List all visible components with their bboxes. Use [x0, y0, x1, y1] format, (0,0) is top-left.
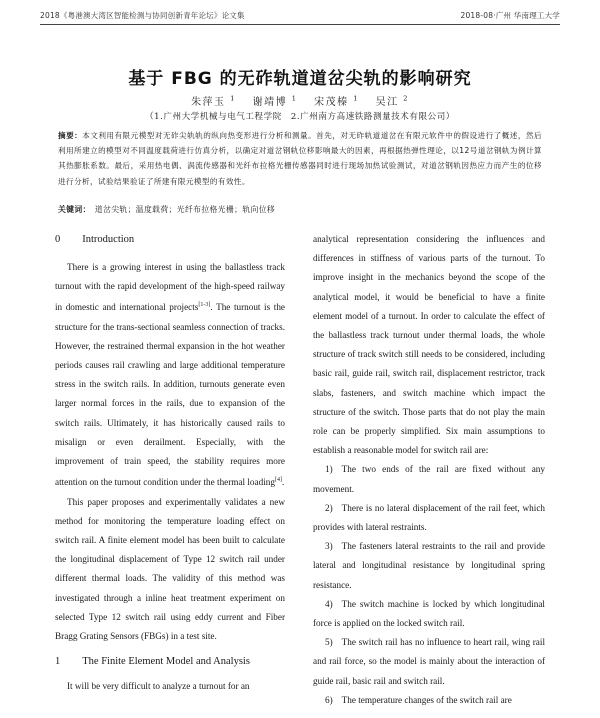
affiliation: （1.广州大学机械与电气工程学院 2.广州南方高速铁路测量技术有限公司） [145, 112, 455, 122]
paragraph: It will be very difficult to analyze a turnout for an [67, 681, 250, 692]
running-header [40, 10, 560, 25]
right-column [313, 230, 545, 710]
keywords-text: 道岔尖轨；温度载荷；光纤布拉格光栅；轨向位移 [94, 205, 276, 214]
paragraph: analytical representation considering the influences and differences in stiffness of various parts of the turnout. To improve insight in the mechanics beyond the scope of the analytical model, it would be beneficial to have a finite element model of a turnout. In order to calculate the effect of the ballastless track turnout under thermal loads, the whole structure of track switch still needs to be considered, including basic rail, guide rail, switch rail, displacement restrictor, track slabs, fasteners, and switch machine which impact the structure of the switch. Those parts that do not play the main role can be properly simplified. Six main assumptions to establish a reasonable model for switch rail are: [313, 234, 545, 456]
header-right: 2018-08·广州 华南理工大学 [460, 11, 560, 20]
section-heading-fem: 1 The Finite Element Model and Analysis [55, 656, 250, 668]
list-item: 6) The temperature changes of the switch rail are [325, 694, 512, 705]
list-item: 4) The switch machine is locked by which longitudinal force is applied on the locked switch rail. [313, 598, 545, 629]
author: 吴江 $^2$ [375, 94, 409, 108]
list-item: 5) The switch rail has no influence to heart rail, wing rail and rail force, so the model is mainly about the interaction of guide rail, basic rail and switch rail. [313, 637, 545, 686]
author: 朱萍玉 $^1$ [191, 94, 236, 108]
paper-title: 基于 FBG 的无砟轨道道岔尖轨的影响研究 [128, 69, 472, 89]
left-column [55, 230, 285, 696]
list-item: 2) There is no lateral displacement of the rail feet, which provides with lateral restraints. [313, 502, 545, 533]
abstract-text: 本文利用有限元模型对无砟尖轨轨的纵向热变形进行分析和测量。首先，对无砟轨道道岔在有限元软件中的假设进行了概述，然后利用所建立的模型对不同温度载荷进行仿真分析，以确定对道岔钢轨位移影响最大的因素，再根据热弹性理论，以12号道岔钢轨为例计算其热膨胀系数。最后，采用热电偶、涡流传感器和光纤布拉格光栅传感器同时进行现场加热试验测试，对道岔钢轨因热应力而产生的位移进行分析，试验结果验证了所建有限元模型的有效性。 [58, 131, 543, 186]
abstract [58, 128, 542, 189]
list-item: 3) The fasteners lateral restraints to the rail and provide lateral and longitudinal resistance by longitudinal spring resistance. [313, 541, 545, 590]
author-list [0, 93, 600, 108]
author: 谢靖博 $^1$ [252, 94, 298, 108]
keywords-label: 关键词： [58, 205, 91, 214]
assumption-list [313, 460, 545, 710]
list-item: 1) The two ends of the rail are fixed without any movement. [313, 464, 545, 494]
paragraph: There is a growing interest in using the ballastless track turnout with the rapid development of the high-speed railway in domestic and international projects[1-3]. The turnout is the structure for the trans-sectional seamless connection of tracks. However, the restrained thermal expansion in the hot weather periods causes rail crawling and large additional temperature stress in the switch rails. In addition, turnouts generate even larger normal forces in the rails, due to expansion of the switch rails. Ultimately, it has historically caused rails to misalign or even derailment. Especially, with the improvement of train speed, the stability requires more attention on the turnout condition under the thermal loading[4]. [55, 262, 285, 488]
keywords [58, 204, 542, 215]
paragraph: This paper proposes and experimentally validates a new method for monitoring the temperature loading effect on switch rail. A finite element model has been built to calculate the longitudinal displacement of Type 12 switch rail under different thermal loads. The validity of this method was investigated through a inline heat treatment experiment on selected Type 12 switch rail using eddy current and Fiber Bragg Grating Sensors (FBGs) in a test site. [55, 496, 285, 641]
abstract-label: 摘要： [58, 131, 83, 140]
author: 宋茂榛 $^1$ [314, 94, 359, 108]
header-left: 2018《粤港澳大湾区智能检测与协同创新青年论坛》论文集 [40, 11, 245, 20]
section-heading-introduction: 0 Introduction [55, 234, 135, 245]
